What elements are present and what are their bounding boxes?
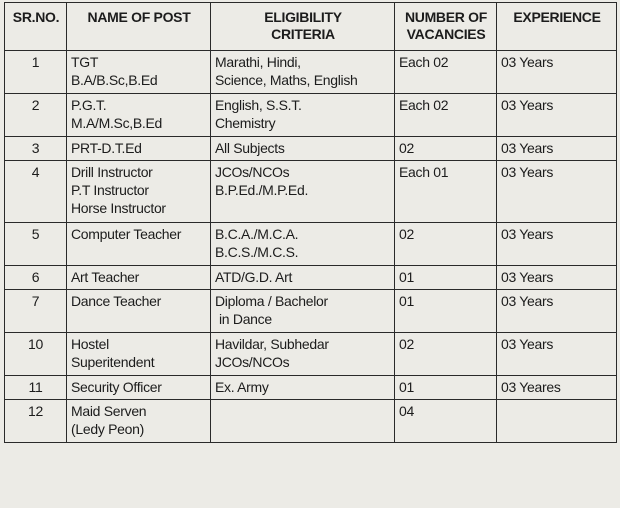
table-row: [5, 51, 617, 94]
table-row: [5, 161, 617, 223]
table-row: [5, 400, 617, 443]
cell-post: Hostel Superitendent: [67, 333, 211, 376]
cell-sr: 7: [5, 290, 67, 333]
cell-eligibility: [211, 400, 395, 443]
cell-vacancies: Each 02: [395, 51, 497, 94]
cell-post: Drill Instructor P.T Instructor Horse Instructor: [67, 161, 211, 223]
cell-eligibility: Ex. Army: [211, 376, 395, 400]
cell-eligibility: Diploma / Bachelor in Dance: [211, 290, 395, 333]
header-experience: EXPERIENCE: [497, 3, 617, 51]
cell-eligibility: All Subjects: [211, 137, 395, 161]
table-row: [5, 376, 617, 400]
cell-experience: 03 Years: [497, 266, 617, 290]
cell-post: PRT-D.T.Ed: [67, 137, 211, 161]
cell-vacancies: Each 01: [395, 161, 497, 223]
cell-experience: 03 Years: [497, 137, 617, 161]
header-row: [5, 3, 617, 51]
header-eligibility: ELIGIBILITY CRITERIA: [211, 3, 395, 51]
header-name-of-post: NAME OF POST: [67, 3, 211, 51]
cell-post: Computer Teacher: [67, 223, 211, 266]
cell-post: Dance Teacher: [67, 290, 211, 333]
cell-eligibility: B.C.A./M.C.A. B.C.S./M.C.S.: [211, 223, 395, 266]
vacancy-table: [4, 2, 617, 443]
cell-vacancies: Each 02: [395, 94, 497, 137]
cell-sr: 6: [5, 266, 67, 290]
cell-eligibility: Havildar, Subhedar JCOs/NCOs: [211, 333, 395, 376]
cell-sr: 1: [5, 51, 67, 94]
cell-experience: 03 Years: [497, 94, 617, 137]
cell-vacancies: 02: [395, 137, 497, 161]
cell-experience: 03 Years: [497, 290, 617, 333]
cell-sr: 4: [5, 161, 67, 223]
cell-eligibility: JCOs/NCOs B.P.Ed./M.P.Ed.: [211, 161, 395, 223]
table-row: [5, 137, 617, 161]
cell-eligibility: Marathi, Hindi, Science, Maths, English: [211, 51, 395, 94]
cell-experience: 03 Yeares: [497, 376, 617, 400]
table-row: [5, 290, 617, 333]
cell-experience: 03 Years: [497, 161, 617, 223]
cell-vacancies: 02: [395, 223, 497, 266]
table-row: [5, 223, 617, 266]
header-sr-no: SR.NO.: [5, 3, 67, 51]
header-vacancies: NUMBER OF VACANCIES: [395, 3, 497, 51]
table-row: [5, 94, 617, 137]
cell-experience: 03 Years: [497, 333, 617, 376]
cell-vacancies: 01: [395, 290, 497, 333]
cell-post: Security Officer: [67, 376, 211, 400]
cell-post: Art Teacher: [67, 266, 211, 290]
cell-sr: 2: [5, 94, 67, 137]
cell-post: P.G.T. M.A/M.Sc,B.Ed: [67, 94, 211, 137]
cell-experience: 03 Years: [497, 51, 617, 94]
cell-post: TGT B.A/B.Sc,B.Ed: [67, 51, 211, 94]
cell-vacancies: 04: [395, 400, 497, 443]
cell-sr: 5: [5, 223, 67, 266]
cell-vacancies: 01: [395, 376, 497, 400]
cell-sr: 12: [5, 400, 67, 443]
cell-sr: 10: [5, 333, 67, 376]
cell-vacancies: 02: [395, 333, 497, 376]
cell-eligibility: English, S.S.T. Chemistry: [211, 94, 395, 137]
table-row: [5, 333, 617, 376]
cell-post: Maid Serven (Ledy Peon): [67, 400, 211, 443]
table-row: [5, 266, 617, 290]
cell-vacancies: 01: [395, 266, 497, 290]
cell-experience: 03 Years: [497, 223, 617, 266]
cell-eligibility: ATD/G.D. Art: [211, 266, 395, 290]
cell-sr: 3: [5, 137, 67, 161]
cell-experience: [497, 400, 617, 443]
cell-sr: 11: [5, 376, 67, 400]
